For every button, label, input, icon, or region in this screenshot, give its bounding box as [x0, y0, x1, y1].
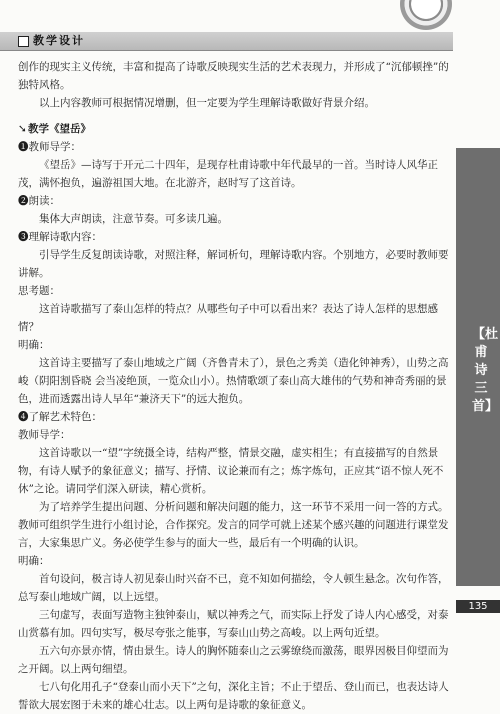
- paragraph: 集体大声朗读，注意节奏。可多读几遍。: [39, 213, 228, 225]
- paragraph: 这首诗歌描写了泰山怎样的特点？从哪些句子中可以看出来？表达了诗人怎样的思想感情？: [18, 303, 438, 333]
- page-header-title: 教学设计: [33, 34, 85, 47]
- main-text: [18, 58, 450, 714]
- subheading: ❸理解诗歌内容：: [18, 231, 102, 243]
- subheading: ❷朗读：: [18, 195, 60, 207]
- subheading: ❶教师导学：: [18, 141, 81, 153]
- paragraph: 五六句亦景亦情，情由景生。诗人的胸怀随泰山之云雾缭绕而激荡，眼界因极目仰望而为之开阔。以上两句细望。: [18, 645, 449, 675]
- paragraph: 这首诗主要描写了泰山地域之广阔（齐鲁青未了），景色之秀美（造化钟神秀），山势之高峻（阴阳割昏晓 会当凌绝顶，一览众山小）。热情歌颂了泰山高大雄伟的气势和神奇秀丽的景色，进而透露出诗人早年“兼济天下”的远大抱负。: [18, 357, 449, 405]
- side-tab-label: 【杜甫诗三首】: [472, 327, 499, 414]
- paragraph: 引导学生反复朗读诗歌，对照注释，解词析句，理解诗歌内容。个别地方，必要时教师要讲解。: [18, 249, 449, 279]
- page-number: 135: [456, 600, 500, 613]
- header-box-icon: [18, 36, 29, 47]
- paragraph: 创作的现实主义传统，丰富和提高了诗歌反映现实生活的艺术表现力，并形成了“沉郁顿挫”的独特风格。: [18, 61, 449, 91]
- subheading: ❹了解艺术特色：: [18, 411, 102, 423]
- paragraph: 以上内容教师可根据情况增删，但一定要为学生理解诗歌做好背景介绍。: [39, 97, 375, 109]
- paragraph: 《望岳》—诗写于开元二十四年，是现存杜甫诗歌中年代最早的一首。当时诗人风华正茂，满怀抱负，遍游祖国大地。在北游齐，赵时写了这首诗。: [18, 159, 438, 189]
- subheading: 教师导学：: [18, 429, 71, 441]
- arrow-icon: ➘: [18, 123, 27, 135]
- subheading: 明确：: [18, 555, 50, 567]
- paragraph: 七八句化用孔子“登泰山而小天下”之句，深化主旨；不止于望岳、登山而已，也表达诗人誓欲大展宏图于未来的雄心壮志。以上两句是诗歌的象征意义。: [18, 681, 449, 711]
- subheading: 明确：: [18, 339, 50, 351]
- decorative-emblem: [398, 0, 456, 34]
- subheading: 思考题：: [18, 285, 60, 297]
- paragraph: 首句设问，极言诗人初见泰山时兴奋不已，竟不知如何描绘，令人顿生悬念。次句作答，总写泰山地域广阔，以上远望。: [18, 573, 449, 603]
- section-heading: ➘教学《望岳》: [18, 120, 450, 138]
- paragraph: 这首诗歌以一“望”字统摄全诗，结构严整，情景交融，虚实相生；有直接描写的自然景物，有诗人赋予的象征意义；描写、抒情、议论兼而有之；炼字炼句，正应其“语不惊人死不休”之论。请同学们深入研读，精心赏析。: [18, 447, 444, 495]
- paragraph: 三句虚写，表面写造物主独钟泰山，赋以神秀之气，而实际上抒发了诗人内心感受，对泰山赏慕有加。四句实写，极尽夸张之能事，写泰山山势之高峻。以上两句近望。: [18, 609, 449, 639]
- paragraph: 为了培养学生提出问题、分析问题和解决问题的能力，这一环节不采用一问一答的方式。教师可组织学生进行小组讨论，合作探究。发言的同学可就上述某个感兴趣的问题进行课堂发言，大家集思广义。务必使学生参与的面大一些，最后有一个明确的认识。: [18, 501, 449, 549]
